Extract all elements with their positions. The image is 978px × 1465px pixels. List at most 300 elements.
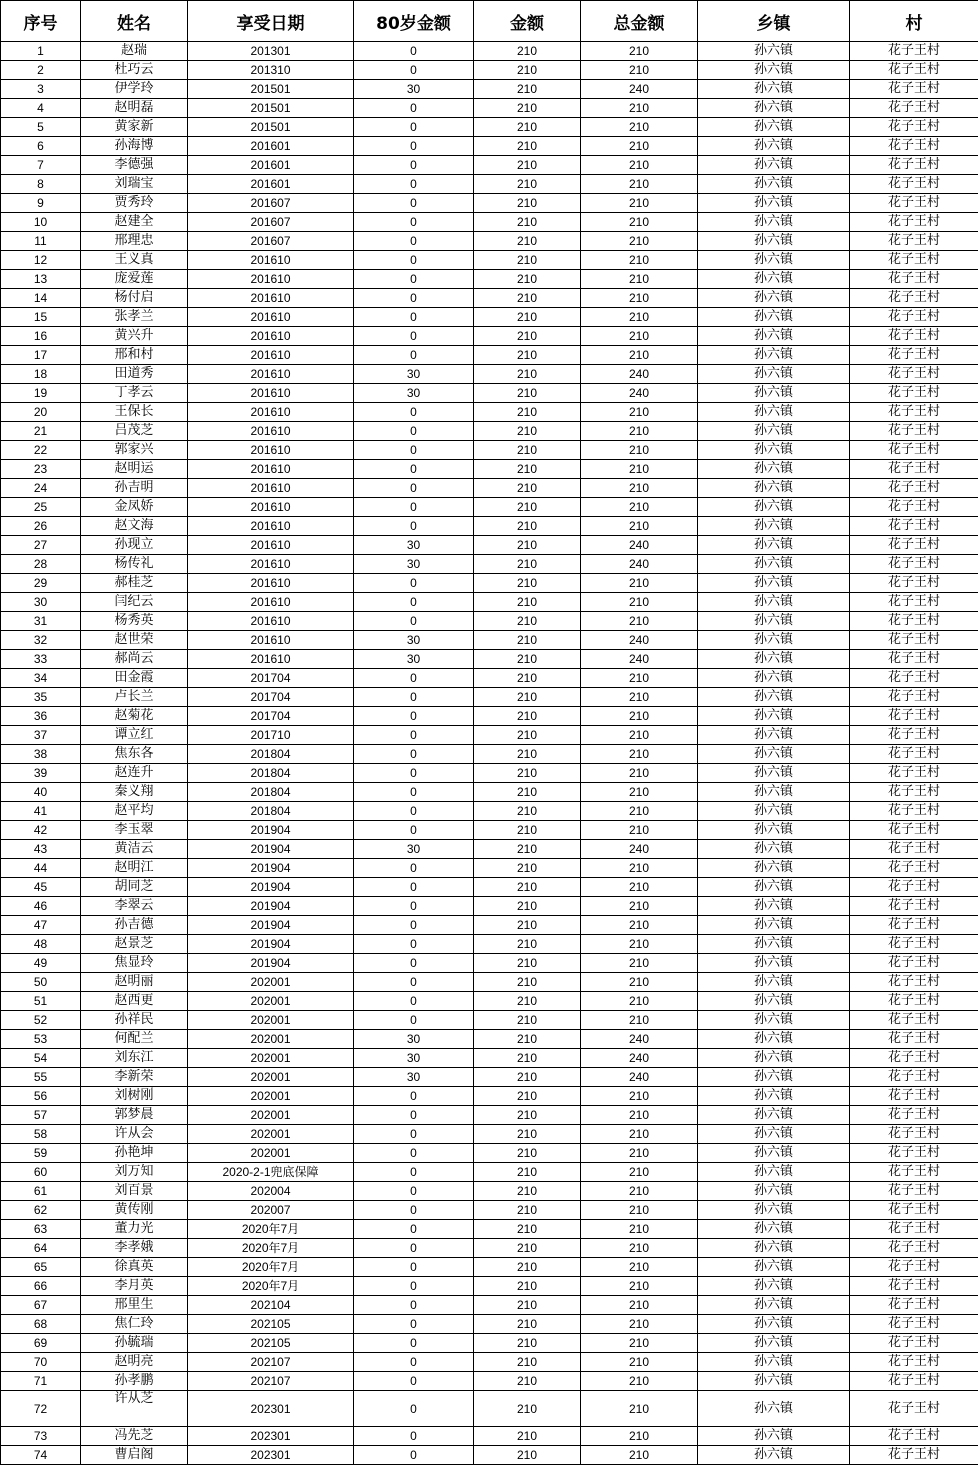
cell-amount: 210 — [474, 422, 581, 441]
cell-index: 6 — [1, 137, 81, 156]
cell-age80-amount: 0 — [354, 745, 474, 764]
cell-start-date: 201610 — [188, 460, 354, 479]
cell-total-amount: 210 — [581, 441, 698, 460]
cell-index: 8 — [1, 175, 81, 194]
cell-village: 花子王村 — [850, 517, 978, 536]
cell-total-amount: 240 — [581, 536, 698, 555]
cell-age80-amount: 0 — [354, 726, 474, 745]
table-row — [1, 878, 978, 897]
cell-age80-amount: 0 — [354, 878, 474, 897]
cell-name: 田道秀 — [81, 365, 188, 384]
cell-township: 孙六镇 — [698, 346, 850, 365]
table-row — [1, 251, 978, 270]
cell-index: 73 — [1, 1427, 81, 1446]
cell-name: 焦东各 — [81, 745, 188, 764]
cell-start-date: 2020-2-1兜底保障 — [188, 1163, 354, 1182]
cell-start-date: 202105 — [188, 1315, 354, 1334]
cell-township: 孙六镇 — [698, 156, 850, 175]
cell-index: 52 — [1, 1011, 81, 1030]
cell-amount: 210 — [474, 517, 581, 536]
cell-village: 花子王村 — [850, 821, 978, 840]
table-row — [1, 80, 978, 99]
cell-township: 孙六镇 — [698, 403, 850, 422]
cell-township: 孙六镇 — [698, 916, 850, 935]
cell-township: 孙六镇 — [698, 593, 850, 612]
cell-township: 孙六镇 — [698, 194, 850, 213]
cell-township: 孙六镇 — [698, 1125, 850, 1144]
cell-start-date: 201607 — [188, 232, 354, 251]
table-row — [1, 1277, 978, 1296]
cell-amount: 210 — [474, 175, 581, 194]
cell-name: 冯先芝 — [81, 1427, 188, 1446]
cell-total-amount: 210 — [581, 1125, 698, 1144]
cell-township: 孙六镇 — [698, 1106, 850, 1125]
cell-total-amount: 210 — [581, 1258, 698, 1277]
table-row — [1, 574, 978, 593]
cell-township: 孙六镇 — [698, 289, 850, 308]
cell-name: 赵明亮 — [81, 1353, 188, 1372]
cell-township: 孙六镇 — [698, 1315, 850, 1334]
cell-name: 赵菊花 — [81, 707, 188, 726]
cell-name: 杨付启 — [81, 289, 188, 308]
cell-start-date: 201610 — [188, 517, 354, 536]
table-row — [1, 1030, 978, 1049]
cell-name: 孙海博 — [81, 137, 188, 156]
table-row — [1, 783, 978, 802]
cell-index: 1 — [1, 42, 81, 61]
cell-start-date: 201904 — [188, 916, 354, 935]
cell-name: 杨秀英 — [81, 612, 188, 631]
table-row — [1, 289, 978, 308]
cell-total-amount: 210 — [581, 973, 698, 992]
cell-start-date: 201610 — [188, 384, 354, 403]
cell-village: 花子王村 — [850, 859, 978, 878]
cell-name: 刘百景 — [81, 1182, 188, 1201]
cell-total-amount: 210 — [581, 992, 698, 1011]
cell-amount: 210 — [474, 973, 581, 992]
cell-index: 9 — [1, 194, 81, 213]
cell-total-amount: 210 — [581, 1011, 698, 1030]
cell-total-amount: 210 — [581, 1087, 698, 1106]
cell-village: 花子王村 — [850, 878, 978, 897]
cell-start-date: 202001 — [188, 1030, 354, 1049]
table-row — [1, 1258, 978, 1277]
cell-index: 13 — [1, 270, 81, 289]
cell-total-amount: 240 — [581, 365, 698, 384]
cell-index: 23 — [1, 460, 81, 479]
cell-name: 李孝娥 — [81, 1239, 188, 1258]
cell-name: 丁孝云 — [81, 384, 188, 403]
cell-amount: 210 — [474, 403, 581, 422]
cell-village: 花子王村 — [850, 1220, 978, 1239]
cell-amount: 210 — [474, 1106, 581, 1125]
cell-index: 3 — [1, 80, 81, 99]
cell-amount: 210 — [474, 1201, 581, 1220]
cell-township: 孙六镇 — [698, 1334, 850, 1353]
cell-village: 花子王村 — [850, 1182, 978, 1201]
cell-village: 花子王村 — [850, 365, 978, 384]
cell-age80-amount: 0 — [354, 156, 474, 175]
cell-index: 59 — [1, 1144, 81, 1163]
cell-index: 53 — [1, 1030, 81, 1049]
cell-amount: 210 — [474, 1315, 581, 1334]
cell-village: 花子王村 — [850, 973, 978, 992]
cell-amount: 210 — [474, 1427, 581, 1446]
cell-township: 孙六镇 — [698, 1144, 850, 1163]
cell-start-date: 201904 — [188, 897, 354, 916]
cell-amount: 210 — [474, 916, 581, 935]
cell-name: 焦显玲 — [81, 954, 188, 973]
cell-township: 孙六镇 — [698, 1163, 850, 1182]
cell-start-date: 201804 — [188, 783, 354, 802]
cell-age80-amount: 30 — [354, 536, 474, 555]
cell-village: 花子王村 — [850, 555, 978, 574]
cell-amount: 210 — [474, 1220, 581, 1239]
cell-village: 花子王村 — [850, 1106, 978, 1125]
cell-village: 花子王村 — [850, 764, 978, 783]
cell-village: 花子王村 — [850, 1163, 978, 1182]
table-row — [1, 916, 978, 935]
cell-name: 赵世荣 — [81, 631, 188, 650]
cell-age80-amount: 0 — [354, 935, 474, 954]
cell-age80-amount: 0 — [354, 1353, 474, 1372]
cell-age80-amount: 0 — [354, 954, 474, 973]
cell-township: 孙六镇 — [698, 498, 850, 517]
cell-amount: 210 — [474, 498, 581, 517]
cell-amount: 210 — [474, 1011, 581, 1030]
cell-name: 赵明丽 — [81, 973, 188, 992]
table-row — [1, 1296, 978, 1315]
table-row — [1, 726, 978, 745]
cell-total-amount: 210 — [581, 1220, 698, 1239]
cell-village: 花子王村 — [850, 384, 978, 403]
cell-age80-amount: 0 — [354, 1277, 474, 1296]
cell-age80-amount: 0 — [354, 517, 474, 536]
cell-index: 61 — [1, 1182, 81, 1201]
cell-index: 12 — [1, 251, 81, 270]
cell-start-date: 201607 — [188, 213, 354, 232]
cell-start-date: 201610 — [188, 612, 354, 631]
cell-township: 孙六镇 — [698, 1220, 850, 1239]
cell-total-amount: 210 — [581, 916, 698, 935]
cell-amount: 210 — [474, 1068, 581, 1087]
cell-village: 花子王村 — [850, 422, 978, 441]
cell-name: 李月英 — [81, 1277, 188, 1296]
cell-start-date: 201601 — [188, 175, 354, 194]
cell-amount: 210 — [474, 1296, 581, 1315]
cell-name: 何配兰 — [81, 1030, 188, 1049]
cell-total-amount: 210 — [581, 1182, 698, 1201]
cell-total-amount: 240 — [581, 1030, 698, 1049]
table-row — [1, 137, 978, 156]
cell-start-date: 201610 — [188, 498, 354, 517]
cell-amount: 210 — [474, 1030, 581, 1049]
table-row — [1, 1391, 978, 1427]
cell-village: 花子王村 — [850, 498, 978, 517]
cell-village: 花子王村 — [850, 289, 978, 308]
cell-total-amount: 210 — [581, 289, 698, 308]
table-row — [1, 536, 978, 555]
cell-start-date: 201610 — [188, 289, 354, 308]
cell-age80-amount: 0 — [354, 498, 474, 517]
table-row — [1, 118, 978, 137]
cell-amount: 210 — [474, 764, 581, 783]
cell-name: 孙祥民 — [81, 1011, 188, 1030]
cell-township: 孙六镇 — [698, 631, 850, 650]
cell-age80-amount: 0 — [354, 251, 474, 270]
cell-index: 11 — [1, 232, 81, 251]
cell-start-date: 202001 — [188, 1011, 354, 1030]
cell-index: 33 — [1, 650, 81, 669]
cell-amount: 210 — [474, 574, 581, 593]
cell-village: 花子王村 — [850, 1258, 978, 1277]
cell-township: 孙六镇 — [698, 42, 850, 61]
cell-start-date: 202301 — [188, 1427, 354, 1446]
cell-village: 花子王村 — [850, 612, 978, 631]
cell-age80-amount: 0 — [354, 764, 474, 783]
cell-amount: 210 — [474, 213, 581, 232]
cell-start-date: 201704 — [188, 688, 354, 707]
table-row — [1, 270, 978, 289]
cell-amount: 210 — [474, 156, 581, 175]
cell-amount: 210 — [474, 346, 581, 365]
cell-name: 王保长 — [81, 403, 188, 422]
table-row — [1, 859, 978, 878]
table-row — [1, 441, 978, 460]
cell-township: 孙六镇 — [698, 821, 850, 840]
cell-name: 邢理忠 — [81, 232, 188, 251]
cell-name: 金凤娇 — [81, 498, 188, 517]
cell-index: 69 — [1, 1334, 81, 1353]
cell-name: 赵景芝 — [81, 935, 188, 954]
cell-index: 31 — [1, 612, 81, 631]
cell-index: 47 — [1, 916, 81, 935]
cell-township: 孙六镇 — [698, 574, 850, 593]
cell-age80-amount: 0 — [354, 859, 474, 878]
cell-village: 花子王村 — [850, 213, 978, 232]
cell-index: 55 — [1, 1068, 81, 1087]
cell-start-date: 201904 — [188, 821, 354, 840]
cell-name: 赵明磊 — [81, 99, 188, 118]
cell-township: 孙六镇 — [698, 536, 850, 555]
cell-age80-amount: 0 — [354, 1087, 474, 1106]
table-row — [1, 327, 978, 346]
header-total-amount: 总金额 — [581, 1, 698, 42]
cell-total-amount: 210 — [581, 1315, 698, 1334]
cell-start-date: 201610 — [188, 631, 354, 650]
cell-township: 孙六镇 — [698, 555, 850, 574]
table-row — [1, 156, 978, 175]
cell-age80-amount: 0 — [354, 270, 474, 289]
cell-name: 杜巧云 — [81, 61, 188, 80]
cell-age80-amount: 30 — [354, 365, 474, 384]
cell-start-date: 201904 — [188, 878, 354, 897]
cell-start-date: 201610 — [188, 346, 354, 365]
table-row — [1, 840, 978, 859]
cell-name: 孙孝鹏 — [81, 1372, 188, 1391]
cell-age80-amount: 0 — [354, 137, 474, 156]
cell-age80-amount: 0 — [354, 1239, 474, 1258]
cell-township: 孙六镇 — [698, 669, 850, 688]
cell-index: 49 — [1, 954, 81, 973]
table-row — [1, 175, 978, 194]
cell-age80-amount: 0 — [354, 1446, 474, 1465]
cell-township: 孙六镇 — [698, 1258, 850, 1277]
cell-township: 孙六镇 — [698, 1087, 850, 1106]
cell-total-amount: 210 — [581, 1446, 698, 1465]
header-amount: 金额 — [474, 1, 581, 42]
cell-total-amount: 210 — [581, 213, 698, 232]
cell-start-date: 2020年7月 — [188, 1220, 354, 1239]
cell-township: 孙六镇 — [698, 327, 850, 346]
cell-index: 7 — [1, 156, 81, 175]
cell-index: 46 — [1, 897, 81, 916]
cell-start-date: 2020年7月 — [188, 1239, 354, 1258]
cell-total-amount: 210 — [581, 802, 698, 821]
cell-index: 5 — [1, 118, 81, 137]
cell-total-amount: 210 — [581, 707, 698, 726]
cell-index: 65 — [1, 1258, 81, 1277]
table-row — [1, 612, 978, 631]
cell-township: 孙六镇 — [698, 365, 850, 384]
cell-total-amount: 240 — [581, 840, 698, 859]
cell-amount: 210 — [474, 118, 581, 137]
cell-village: 花子王村 — [850, 479, 978, 498]
cell-name: 赵西更 — [81, 992, 188, 1011]
cell-township: 孙六镇 — [698, 61, 850, 80]
cell-amount: 210 — [474, 821, 581, 840]
cell-start-date: 201610 — [188, 574, 354, 593]
cell-total-amount: 210 — [581, 745, 698, 764]
table-row — [1, 365, 978, 384]
cell-village: 花子王村 — [850, 1315, 978, 1334]
cell-township: 孙六镇 — [698, 175, 850, 194]
cell-start-date: 202007 — [188, 1201, 354, 1220]
cell-start-date: 202301 — [188, 1446, 354, 1465]
cell-start-date: 201610 — [188, 251, 354, 270]
cell-age80-amount: 0 — [354, 1011, 474, 1030]
cell-start-date: 202001 — [188, 1125, 354, 1144]
cell-age80-amount: 0 — [354, 1125, 474, 1144]
cell-village: 花子王村 — [850, 1277, 978, 1296]
cell-start-date: 202004 — [188, 1182, 354, 1201]
cell-name: 庞爱莲 — [81, 270, 188, 289]
cell-total-amount: 210 — [581, 1277, 698, 1296]
cell-amount: 210 — [474, 878, 581, 897]
cell-village: 花子王村 — [850, 99, 978, 118]
cell-township: 孙六镇 — [698, 1239, 850, 1258]
cell-amount: 210 — [474, 1087, 581, 1106]
cell-name: 李翠云 — [81, 897, 188, 916]
cell-township: 孙六镇 — [698, 1372, 850, 1391]
cell-name: 郝桂芝 — [81, 574, 188, 593]
cell-age80-amount: 0 — [354, 232, 474, 251]
cell-village: 花子王村 — [850, 61, 978, 80]
cell-name: 邢里生 — [81, 1296, 188, 1315]
cell-total-amount: 210 — [581, 194, 698, 213]
cell-index: 41 — [1, 802, 81, 821]
cell-amount: 210 — [474, 61, 581, 80]
cell-total-amount: 240 — [581, 631, 698, 650]
cell-amount: 210 — [474, 669, 581, 688]
cell-township: 孙六镇 — [698, 745, 850, 764]
cell-start-date: 202107 — [188, 1372, 354, 1391]
cell-start-date: 201501 — [188, 118, 354, 137]
cell-total-amount: 210 — [581, 1296, 698, 1315]
cell-total-amount: 210 — [581, 612, 698, 631]
cell-township: 孙六镇 — [698, 1446, 850, 1465]
cell-start-date: 201301 — [188, 42, 354, 61]
cell-total-amount: 210 — [581, 783, 698, 802]
cell-start-date: 201610 — [188, 422, 354, 441]
cell-name: 吕茂芝 — [81, 422, 188, 441]
cell-amount: 210 — [474, 783, 581, 802]
cell-amount: 210 — [474, 99, 581, 118]
cell-township: 孙六镇 — [698, 517, 850, 536]
cell-total-amount: 210 — [581, 593, 698, 612]
cell-index: 24 — [1, 479, 81, 498]
table-body — [1, 42, 978, 1465]
cell-start-date: 202001 — [188, 973, 354, 992]
cell-amount: 210 — [474, 42, 581, 61]
cell-name: 焦仁玲 — [81, 1315, 188, 1334]
cell-amount: 210 — [474, 631, 581, 650]
cell-age80-amount: 0 — [354, 1334, 474, 1353]
cell-index: 35 — [1, 688, 81, 707]
cell-total-amount: 210 — [581, 479, 698, 498]
cell-township: 孙六镇 — [698, 1030, 850, 1049]
cell-total-amount: 210 — [581, 1334, 698, 1353]
cell-age80-amount: 30 — [354, 1030, 474, 1049]
cell-township: 孙六镇 — [698, 1296, 850, 1315]
cell-township: 孙六镇 — [698, 1391, 850, 1427]
cell-start-date: 201310 — [188, 61, 354, 80]
table-row — [1, 1182, 978, 1201]
cell-start-date: 201610 — [188, 593, 354, 612]
cell-name: 赵建全 — [81, 213, 188, 232]
cell-age80-amount: 0 — [354, 308, 474, 327]
table-row — [1, 954, 978, 973]
cell-index: 74 — [1, 1446, 81, 1465]
cell-total-amount: 210 — [581, 137, 698, 156]
cell-village: 花子王村 — [850, 1353, 978, 1372]
cell-village: 花子王村 — [850, 688, 978, 707]
cell-amount: 210 — [474, 289, 581, 308]
cell-age80-amount: 30 — [354, 650, 474, 669]
cell-start-date: 201804 — [188, 764, 354, 783]
cell-name: 黄兴升 — [81, 327, 188, 346]
cell-amount: 210 — [474, 1353, 581, 1372]
cell-name: 董力光 — [81, 1220, 188, 1239]
cell-total-amount: 210 — [581, 175, 698, 194]
cell-start-date: 201904 — [188, 840, 354, 859]
cell-name: 郭家兴 — [81, 441, 188, 460]
cell-village: 花子王村 — [850, 536, 978, 555]
table-row — [1, 460, 978, 479]
cell-total-amount: 210 — [581, 1163, 698, 1182]
table-row — [1, 935, 978, 954]
cell-village: 花子王村 — [850, 1296, 978, 1315]
cell-age80-amount: 0 — [354, 1106, 474, 1125]
cell-village: 花子王村 — [850, 137, 978, 156]
cell-index: 40 — [1, 783, 81, 802]
cell-age80-amount: 0 — [354, 916, 474, 935]
cell-amount: 210 — [474, 80, 581, 99]
cell-village: 花子王村 — [850, 916, 978, 935]
cell-village: 花子王村 — [850, 1391, 978, 1427]
cell-village: 花子王村 — [850, 1125, 978, 1144]
cell-age80-amount: 30 — [354, 384, 474, 403]
